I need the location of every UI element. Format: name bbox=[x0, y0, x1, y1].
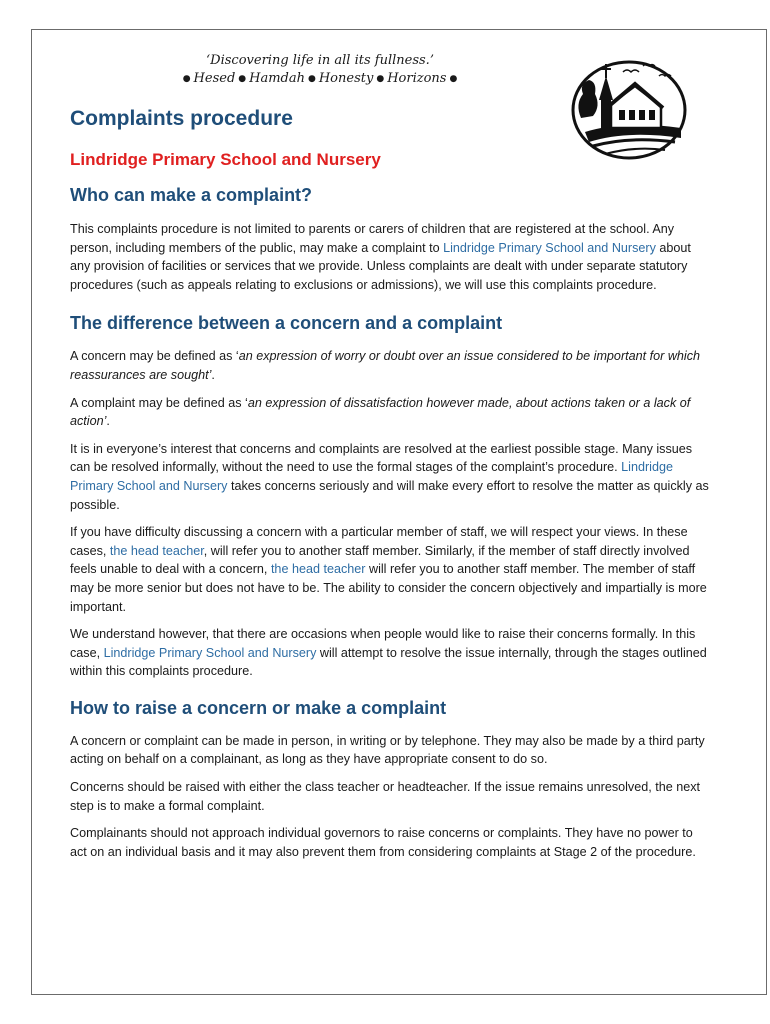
school-name: Lindridge Primary School and Nursery bbox=[70, 150, 381, 169]
paragraph: If you have difficulty discussing a concern with a particular member of staff, we will respect your views. In these cases, the head teacher, will refer you to another staff member. Similarly, if the member of staff directly involved feels unable to deal with a concern, the head teacher will refer you to another staff member. The member of staff may be more senior but does not have to be. The ability to consider the concern objectively and impartially is more important. bbox=[70, 525, 707, 614]
value-honesty: Honesty bbox=[318, 71, 374, 86]
paragraph: We understand however, that there are occasions when people would like to raise their concerns formally. In this case, Lindridge Primary School and Nursery will attempt to resolve the issue internally, through the stages outlined within this complaints procedure. bbox=[70, 627, 707, 679]
paragraph: Complainants should not approach individual governors to raise concerns or complaints. They have no power to act on an individual basis and it may also prevent them from considering complaints at Stage 2 of the procedure. bbox=[70, 826, 696, 859]
school-motto bbox=[0, 52, 640, 89]
paragraph: Concerns should be raised with either the class teacher or headteacher. If the issue remains unresolved, the next step is to make a formal complaint. bbox=[70, 780, 701, 813]
section-heading: How to raise a concern or make a complaint bbox=[70, 697, 447, 718]
section-heading: The difference between a concern and a complaint bbox=[70, 313, 503, 334]
value-hamdah: Hamdah bbox=[249, 71, 305, 86]
paragraph: It is in everyone’s interest that concerns and complaints are resolved at the earliest possible stage. Many issues can be resolved informally, without the need to use the formal stages of the complaint’s procedure. Lindridge Primary School and Nursery takes concerns seriously and will make every effort to resolve the matter as quickly as possible. bbox=[70, 441, 709, 512]
bullet-icon: ● bbox=[449, 74, 458, 84]
paragraph: A concern may be defined as ‘an expression of worry or doubt over an issue considered to be important for which reassurances are sought’. bbox=[70, 349, 701, 382]
paragraph: A concern or complaint can be made in person, in writing or by telephone. They may also be made by a third party acting on behalf on a complainant, as long as they have appropriate consent to do so. bbox=[70, 733, 705, 767]
section-heading: Who can make a complaint? bbox=[70, 185, 313, 205]
quote: an expression of dissatisfaction however made, about actions taken or a lack of action’ bbox=[70, 395, 691, 429]
school-link[interactable]: Lindridge Primary School and Nursery bbox=[103, 645, 317, 660]
bullet-icon: ● bbox=[238, 74, 247, 84]
page-title: Complaints procedure bbox=[70, 107, 293, 130]
paragraph: A complaint may be defined as ‘an expression of dissatisfaction however made, about actions taken or a lack of action’. bbox=[70, 395, 691, 429]
value-hesed: Hesed bbox=[193, 71, 236, 86]
school-link[interactable]: Lindridge Primary School and Nursery bbox=[70, 460, 673, 493]
bullet-icon: ● bbox=[376, 74, 385, 84]
school-values bbox=[0, 70, 640, 89]
bullet-icon: ● bbox=[182, 74, 191, 84]
bullet-icon: ● bbox=[307, 74, 316, 84]
quote: an expression of worry or doubt over an issue considered to be important for which reassurances are sought’ bbox=[70, 349, 701, 382]
motto-text: ‘Discovering life in all its fullness.’ bbox=[206, 53, 434, 68]
school-link[interactable]: Lindridge Primary School and Nursery bbox=[443, 240, 656, 255]
head-teacher-link[interactable]: the head teacher bbox=[109, 543, 204, 558]
head-teacher-link[interactable]: the head teacher bbox=[270, 562, 366, 577]
document-body bbox=[70, 104, 710, 861]
value-horizons: Horizons bbox=[387, 71, 447, 86]
paragraph: This complaints procedure is not limited to parents or carers of children that are registered at the school. Any person, including members of the public, may make a complaint to Lindridge Primary School and Nursery about any provision of facilities or services that we provide. Unless complaints are dealt with under separate statutory procedures (such as appeals relating to exclusions or admissions), we will use this complaints procedure. bbox=[70, 222, 691, 292]
